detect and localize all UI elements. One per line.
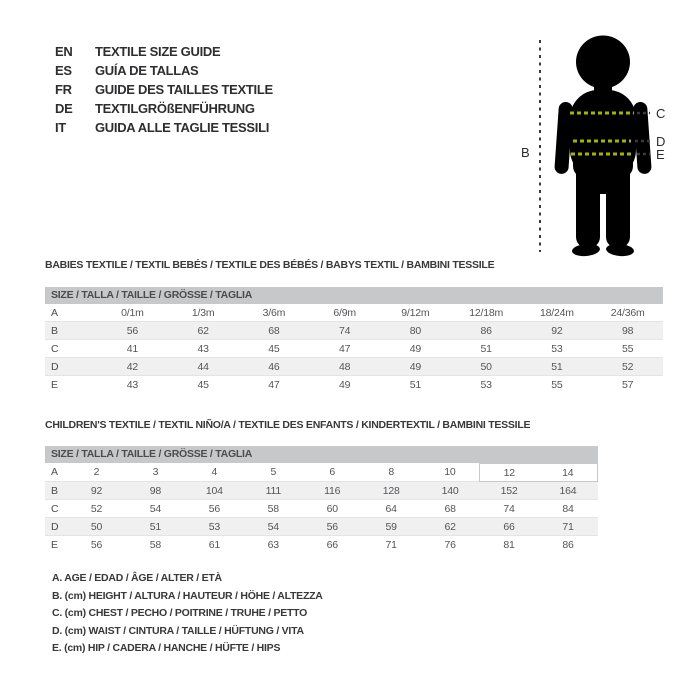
size-row-a [45, 464, 598, 482]
children-section-title: CHILDREN'S TEXTILE / TEXTIL NIÑO/A / TEXTILE DES ENFANTS / KINDERTEXTIL / BAMBINI TESSILE [45, 419, 531, 431]
size-cell: 47 [268, 378, 280, 391]
size-cell: 56 [90, 538, 103, 551]
size-cell: 68 [444, 502, 456, 515]
size-cell: 92 [90, 484, 103, 497]
legend-line-age: A. AGE / EDAD / ÂGE / ALTER / ETÀ [52, 572, 222, 584]
size-cell: 86 [562, 538, 574, 551]
size-cell: 43 [197, 342, 209, 355]
size-row-d [45, 358, 663, 376]
lang-code: ES [55, 63, 72, 78]
size-cell: 61 [208, 538, 220, 551]
size-row-a [45, 304, 663, 322]
size-cell: 9/12m [401, 306, 430, 319]
row-letter: C [51, 342, 59, 355]
size-row-d [45, 518, 598, 536]
size-cell: 51 [409, 378, 422, 391]
size-cell: 92 [551, 324, 563, 337]
size-cell: 24/36m [610, 306, 645, 319]
list-item [55, 61, 273, 80]
chest-label: C [656, 106, 666, 121]
size-cell: 74 [338, 324, 351, 337]
lang-title: GUIDA ALLE TAGLIE TESSILI [95, 120, 270, 135]
size-cell: 42 [126, 360, 139, 373]
size-cell: 71 [385, 538, 397, 551]
size-cell: 50 [90, 520, 103, 533]
size-cell: 152 [500, 484, 518, 497]
legend-line-chest: C. (cm) CHEST / PECHO / POITRINE / TRUHE / PETTO [52, 607, 308, 619]
lang-title: GUIDE DES TAILLES TEXTILE [95, 82, 273, 97]
hip-label: E [656, 147, 665, 162]
size-cell: 51 [149, 520, 162, 533]
row-letter: C [51, 502, 59, 515]
size-cell: 58 [149, 538, 162, 551]
size-cell: 71 [562, 520, 574, 533]
size-cell: 98 [149, 484, 162, 497]
size-cell: 47 [338, 342, 351, 355]
legend-line-waist: D. (cm) WAIST / CINTURA / TAILLE / HÜFTUNG / VITA [52, 624, 304, 637]
size-cell: 49 [409, 342, 422, 355]
size-cell: 1/3m [191, 306, 215, 319]
size-cell: 3 [152, 466, 159, 479]
size-cell: 3/6m [262, 306, 286, 319]
size-cell: 52 [90, 502, 103, 515]
row-letter: D [51, 360, 59, 373]
size-cell: 54 [149, 502, 162, 515]
size-row-c [45, 340, 663, 358]
size-cell: 53 [551, 342, 563, 355]
size-cell: 41 [126, 342, 139, 355]
size-cell: 51 [480, 342, 492, 355]
size-row-b [45, 482, 598, 500]
list-item [55, 42, 273, 61]
size-table-header: SIZE / TALLA / TAILLE / GRÖSSE / TAGLIA [45, 446, 598, 463]
size-cell: 55 [621, 342, 634, 355]
lang-title: GUÍA DE TALLAS [95, 63, 199, 78]
size-cell: 128 [382, 484, 400, 497]
children-size-grid [45, 463, 598, 553]
row-letter: B [51, 484, 58, 497]
size-cell: 76 [444, 538, 456, 551]
size-cell: 4 [211, 466, 218, 479]
size-row-b [45, 322, 663, 340]
size-cell: 98 [621, 324, 634, 337]
list-item [55, 80, 273, 99]
size-cell: 45 [268, 342, 280, 355]
size-cell: 8 [388, 466, 394, 479]
language-title-list [55, 42, 273, 137]
size-cell: 59 [385, 520, 397, 533]
size-cell: 60 [326, 502, 338, 515]
babies-size-grid [45, 304, 663, 393]
size-cell: 53 [208, 520, 220, 533]
waist-label: D [656, 134, 666, 149]
size-cell: 6/9m [333, 306, 356, 319]
babies-section-title: BABIES TEXTILE / TEXTIL BEBÉS / TEXTILE DES BÉBÉS / BABYS TEXTIL / BAMBINI TESSILE [45, 259, 495, 271]
size-row-e [45, 536, 598, 554]
lang-title: TEXTILE SIZE GUIDE [95, 44, 221, 59]
lang-code: FR [55, 82, 72, 97]
size-row-e [45, 376, 663, 394]
size-cell: 14 [539, 464, 598, 482]
size-cell: 62 [197, 324, 209, 337]
size-table-header: SIZE / TALLA / TAILLE / GRÖSSE / TAGLIA [45, 287, 663, 304]
size-cell: 111 [265, 484, 281, 497]
size-cell: 164 [559, 484, 577, 497]
size-cell: 48 [338, 360, 351, 373]
size-cell: 81 [503, 538, 515, 551]
size-row-c [45, 500, 598, 518]
size-cell: 80 [409, 324, 422, 337]
children-size-table [45, 446, 598, 553]
row-letter: A [51, 466, 58, 479]
size-cell: 63 [267, 538, 279, 551]
row-letter: E [51, 378, 58, 391]
size-cell: 74 [503, 502, 515, 515]
size-cell: 50 [480, 360, 492, 373]
lang-title: TEXTILGRÖßENFÜHRUNG [95, 101, 255, 116]
size-cell: 12 [480, 464, 539, 482]
size-cell: 12/18m [469, 306, 504, 319]
size-cell: 68 [268, 324, 280, 337]
lang-code: EN [55, 44, 73, 59]
lang-code: IT [55, 120, 66, 135]
size-cell: 6 [329, 466, 336, 479]
size-cell: 62 [444, 520, 456, 533]
child-silhouette [554, 36, 652, 258]
size-cell: 2 [93, 466, 100, 479]
size-cell: 51 [551, 360, 563, 373]
size-cell: 64 [385, 502, 397, 515]
lang-code: DE [55, 101, 73, 116]
size-cell: 56 [208, 502, 220, 515]
size-cell: 140 [441, 484, 459, 497]
size-cell: 56 [126, 324, 139, 337]
size-cell: 49 [409, 360, 422, 373]
row-letter: E [51, 538, 58, 551]
size-cell: 0/1m [121, 306, 144, 319]
size-cell: 10 [444, 466, 456, 479]
legend-line-hip: E. (cm) HIP / CADERA / HANCHE / HÜFTE / HIPS [52, 642, 281, 654]
size-cell: 58 [267, 502, 279, 515]
size-cell: 54 [267, 520, 279, 533]
list-item [55, 99, 273, 118]
row-letter: A [51, 306, 58, 319]
size-cell: 18/24m [539, 306, 574, 319]
size-cell: 84 [562, 502, 574, 515]
legend-line-height: B. (cm) HEIGHT / ALTURA / HAUTEUR / HÖHE / ALTEZZA [52, 589, 323, 602]
size-cell: 5 [270, 466, 277, 479]
size-cell: 44 [197, 360, 209, 373]
size-cell: 66 [503, 520, 515, 533]
height-label: B [521, 145, 530, 160]
size-cell: 66 [326, 538, 338, 551]
size-cell: 86 [480, 324, 492, 337]
child-measurement-figure [500, 24, 695, 264]
size-cell: 43 [126, 378, 139, 391]
measurement-legend [52, 570, 323, 658]
size-cell: 45 [197, 378, 209, 391]
size-cell: 104 [205, 484, 223, 497]
size-cell: 55 [551, 378, 563, 391]
list-item [55, 118, 273, 137]
row-letter: B [51, 324, 58, 337]
size-cell: 53 [480, 378, 492, 391]
size-cell: 52 [621, 360, 634, 373]
size-cell: 49 [338, 378, 351, 391]
size-cell: 56 [326, 520, 338, 533]
babies-size-table [45, 287, 663, 393]
size-cell: 46 [268, 360, 280, 373]
row-letter: D [51, 520, 59, 533]
size-cell: 116 [324, 484, 341, 497]
size-cell: 57 [621, 378, 634, 391]
